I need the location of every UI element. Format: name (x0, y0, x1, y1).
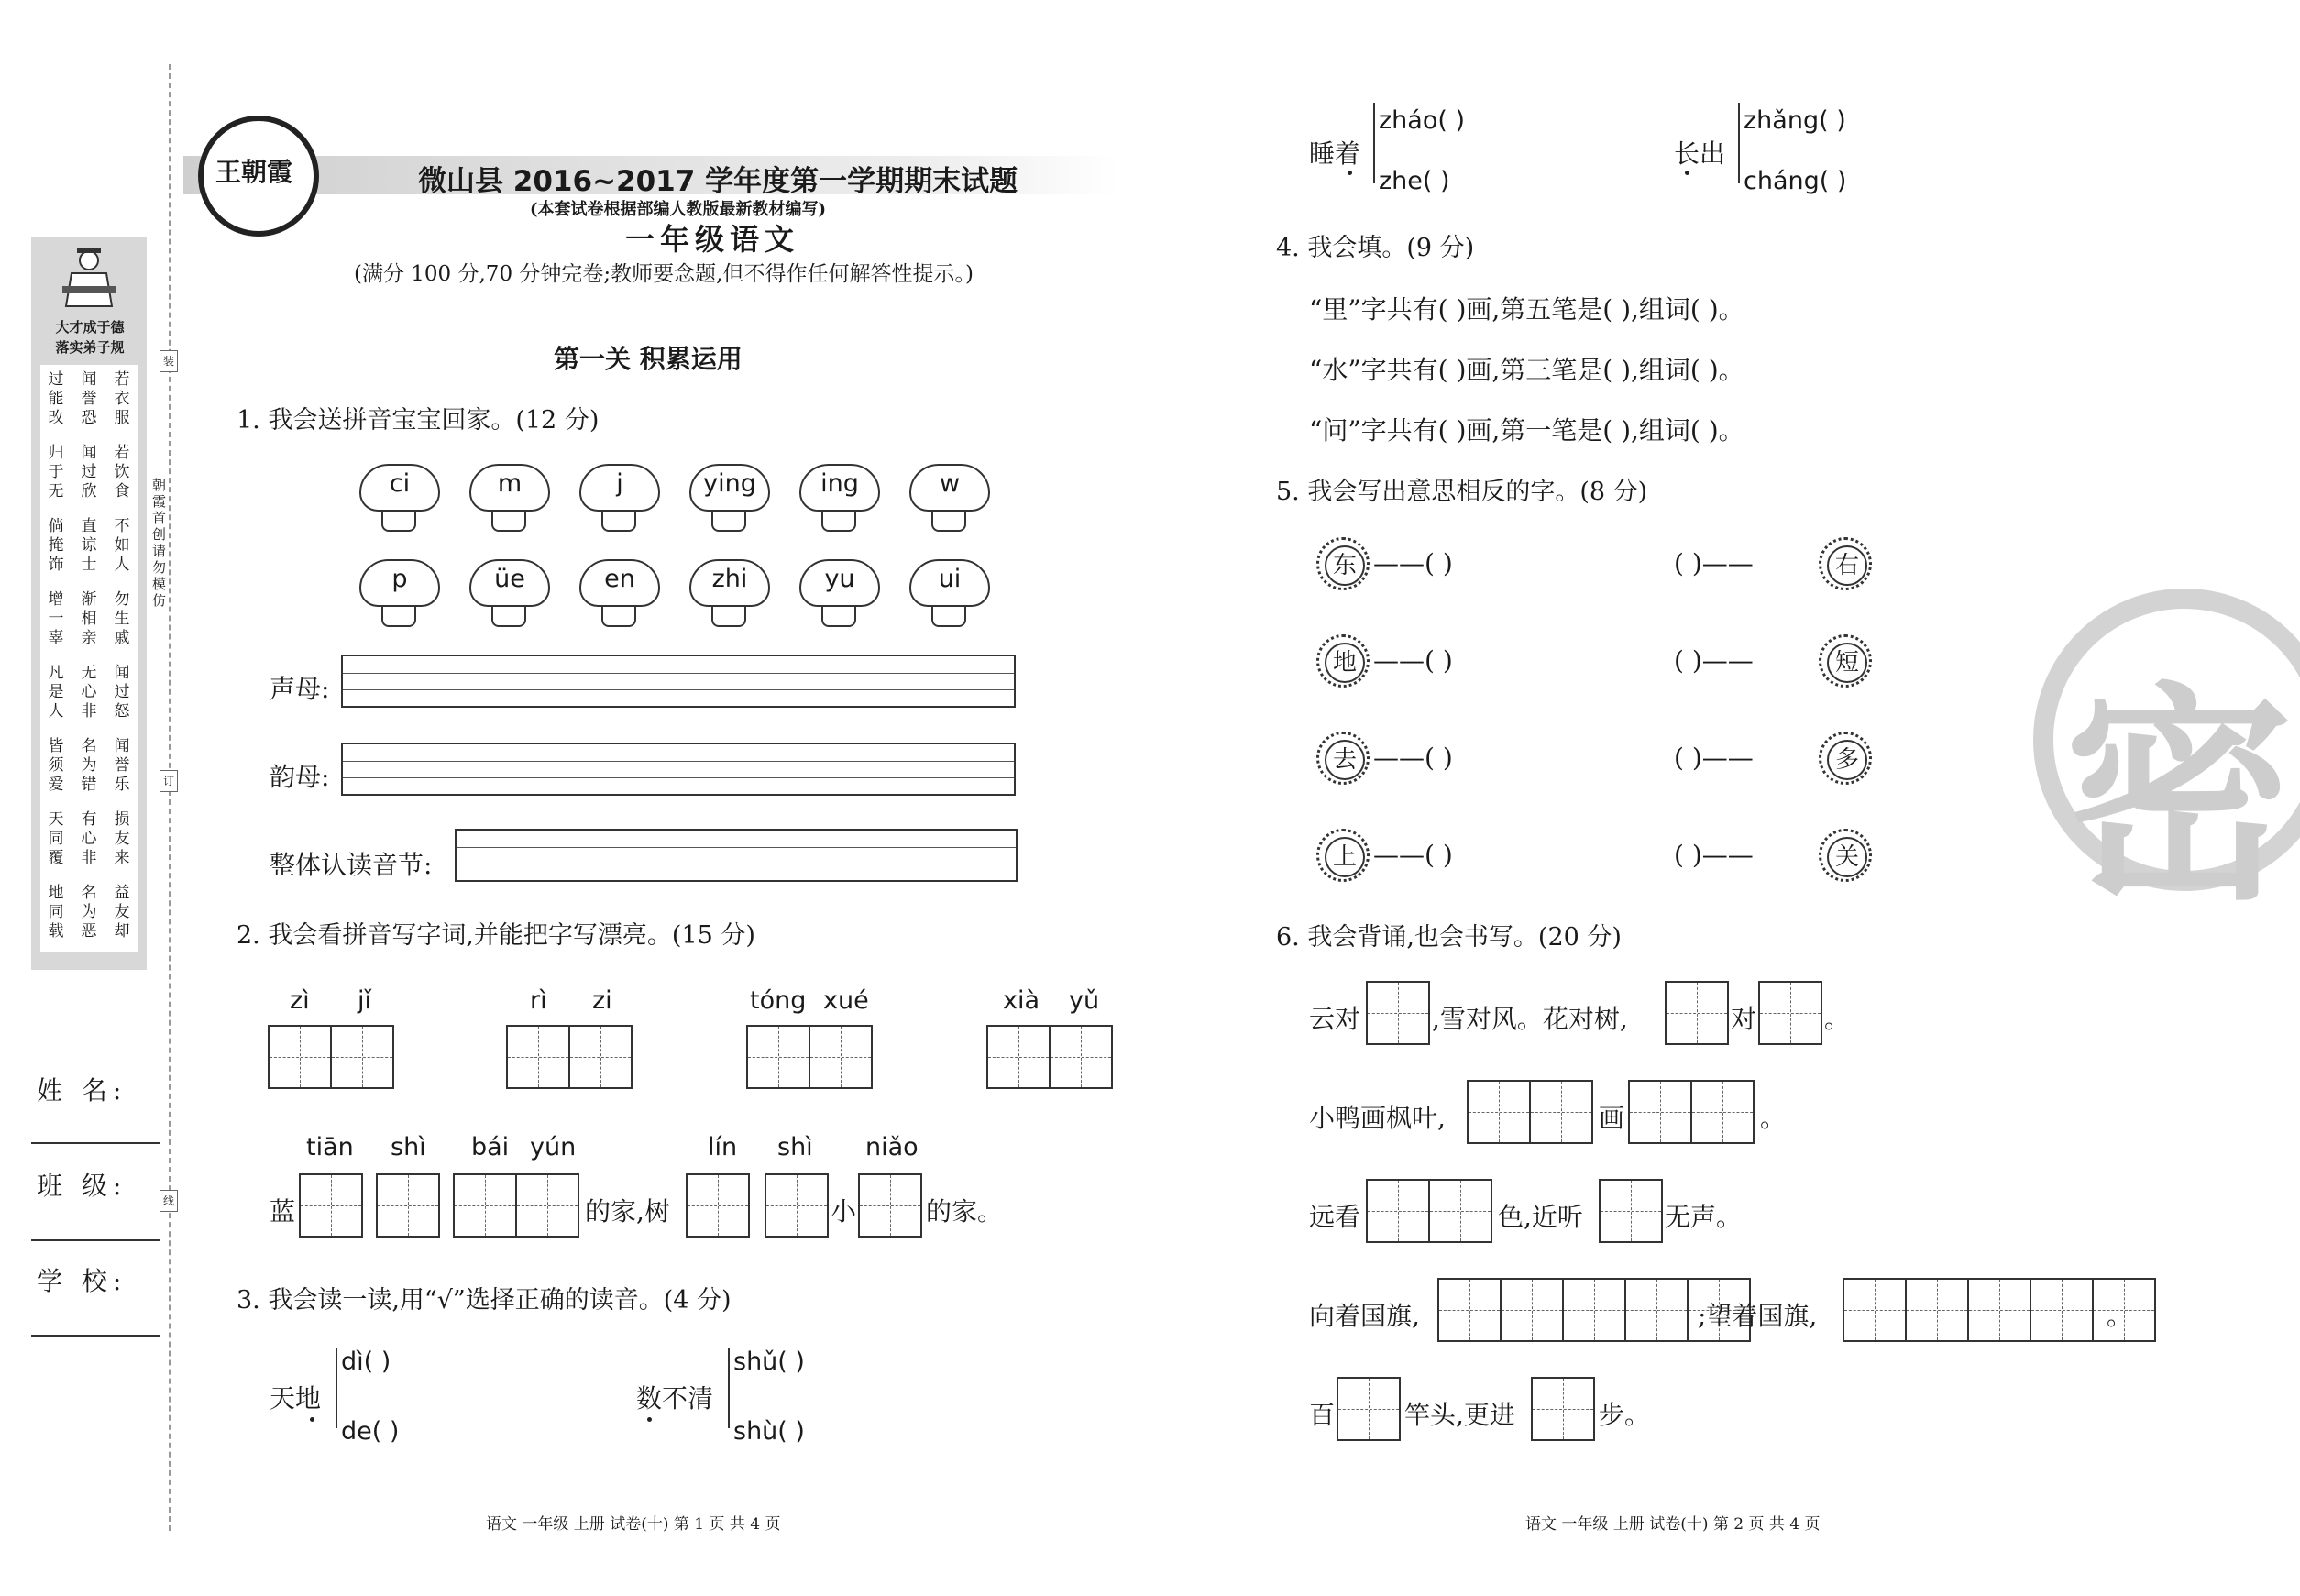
zhengti-label: 整体认读音节: (270, 850, 433, 880)
emphasis-dot (1685, 171, 1689, 175)
flower-badge: 短 (1819, 634, 1872, 688)
footer-right: 语文 一年级 上册 试卷(十) 第 2 页 共 4 页 (1525, 1515, 1821, 1534)
antonym-blank[interactable]: ——( ) (1373, 645, 1453, 676)
writing-grid[interactable] (1467, 1080, 1591, 1144)
poem-text: ;望着国旗, (1698, 1301, 1818, 1331)
binding-line (169, 64, 171, 1531)
poem-column: 有心非 (81, 810, 97, 867)
mushroom-card: ying (689, 464, 768, 532)
writing-grid[interactable] (1665, 981, 1727, 1045)
antonym-blank[interactable]: ( )—— (1674, 548, 1754, 578)
class-label: 班 级: (37, 1171, 127, 1201)
reading-option[interactable]: zhǎng( ) (1744, 106, 1846, 135)
confidential-seal-char: 密 (2064, 664, 2294, 930)
writing-grid[interactable] (1366, 1179, 1491, 1243)
writing-grid[interactable] (1599, 1179, 1661, 1243)
binding-mark: 装 (160, 350, 178, 372)
flower-badge: 上 (1316, 829, 1370, 882)
option-bracket (1738, 103, 1740, 183)
poem-text: 远看 (1309, 1202, 1361, 1232)
poem-column: 增一辜 (48, 590, 64, 647)
school-field[interactable] (31, 1335, 160, 1337)
exam-subtitle: (本套试卷根据部编人教版最新教材编写) (530, 200, 827, 219)
antonym-blank[interactable]: ( )—— (1674, 645, 1754, 676)
pinyin-label: xià (1003, 986, 1040, 1015)
poem-column: 凡是人 (48, 664, 64, 721)
footer-left: 语文 一年级 上册 试卷(十) 第 1 页 共 4 页 (486, 1515, 781, 1534)
mushroom-card: zhi (689, 559, 768, 627)
poem-column: 益友却 (114, 884, 130, 941)
shengmu-label: 声母: (270, 674, 330, 704)
flower-badge: 东 (1316, 537, 1370, 590)
writing-grid[interactable] (686, 1173, 748, 1238)
poem-text: 画 (1599, 1103, 1625, 1133)
pinyin-label: niǎo (865, 1133, 919, 1161)
poem-text: 向着国旗, (1309, 1301, 1420, 1331)
poem-text: ,雪对风。花对树, (1432, 1004, 1628, 1034)
grade-subject: 一年级语文 (625, 222, 800, 257)
flower-badge: 地 (1316, 634, 1370, 688)
mushroom-card: p (359, 559, 438, 627)
flower-badge: 关 (1819, 829, 1872, 882)
writing-grid[interactable] (765, 1173, 827, 1238)
poem-column: 闻誉恐 (81, 370, 97, 427)
reading-option[interactable]: cháng( ) (1744, 167, 1847, 195)
question-4-title: 4. 我会填。(9 分) (1276, 234, 1475, 262)
scholar-illustration (59, 246, 119, 312)
reading-option[interactable]: zháo( ) (1379, 106, 1465, 135)
poem-column: 闻誉乐 (114, 737, 130, 794)
name-label: 姓 名: (37, 1075, 127, 1106)
pinyin-label: xué (823, 986, 869, 1015)
flower-badge: 多 (1819, 732, 1872, 785)
motto: 大才成于德 落实弟子规 (55, 319, 125, 356)
binding-mark: 订 (160, 770, 178, 792)
option-bracket (728, 1348, 730, 1428)
copyright-note: 朝霞首创 请勿模仿 (152, 477, 167, 609)
logo-text: 王朝霞 (215, 157, 292, 187)
yunmu-writing-lines[interactable] (341, 743, 1016, 796)
mushroom-card: m (469, 464, 548, 532)
mushroom-card: ing (799, 464, 878, 532)
q3-word: 睡着 (1309, 138, 1361, 169)
writing-grid[interactable] (506, 1025, 631, 1089)
poem-column: 天同覆 (48, 810, 64, 867)
class-field[interactable] (31, 1239, 160, 1241)
question-3-title: 3. 我会读一读,用“√”选择正确的读音。(4 分) (237, 1286, 732, 1315)
question-5-title: 5. 我会写出意思相反的字。(8 分) (1276, 478, 1648, 506)
poem-column: 闻过欣 (81, 444, 97, 501)
question-6-title: 6. 我会背诵,也会书写。(20 分) (1276, 923, 1622, 952)
poem-column: 地同载 (48, 884, 64, 941)
poem-text: 。 (2107, 1301, 2133, 1331)
poem-column: 名为错 (81, 737, 97, 794)
poem-column: 倘掩饰 (48, 517, 64, 574)
fill-line[interactable]: “问”字共有( )画,第一笔是( ),组词( )。 (1309, 415, 1744, 446)
pinyin-label: yún (530, 1133, 577, 1161)
antonym-blank[interactable]: ——( ) (1373, 548, 1453, 578)
mushroom-card: yu (799, 559, 878, 627)
poem-text: 无声。 (1665, 1202, 1743, 1232)
antonym-blank[interactable]: ——( ) (1373, 743, 1453, 773)
writing-grid[interactable] (1628, 1080, 1753, 1144)
poem-column: 损友来 (114, 810, 130, 867)
pinyin-label: bái (471, 1133, 510, 1161)
sentence-text: 的家。 (926, 1196, 1004, 1227)
poem-column: 归于无 (48, 444, 64, 501)
mushroom-card: j (579, 464, 658, 532)
poem-text: 小鸭画枫叶, (1309, 1103, 1446, 1133)
poem-column: 不如人 (114, 517, 130, 574)
reading-option[interactable]: dì( ) (341, 1348, 391, 1376)
fill-line[interactable]: “里”字共有( )画,第五笔是( ),组词( )。 (1309, 294, 1744, 325)
poem-column: 闻过怒 (114, 664, 130, 721)
mushroom-card: ui (909, 559, 988, 627)
emphasis-dot (310, 1417, 314, 1422)
mushroom-card: üe (469, 559, 548, 627)
poem-column: 无心非 (81, 664, 97, 721)
reading-option[interactable]: shù( ) (733, 1417, 805, 1446)
writing-grid[interactable] (1758, 981, 1821, 1045)
writing-grid[interactable] (1531, 1377, 1593, 1441)
q3-word: 天地 (270, 1383, 322, 1414)
pinyin-label: rì (530, 986, 547, 1015)
pinyin-label: lín (708, 1133, 738, 1161)
writing-grid[interactable] (453, 1173, 578, 1238)
option-bracket (336, 1348, 337, 1428)
section-heading: 第一关 积累运用 (554, 344, 743, 374)
yunmu-label: 韵母: (270, 762, 330, 792)
writing-grid[interactable] (376, 1173, 438, 1238)
pinyin-label: tiān (306, 1133, 354, 1161)
poem-column: 皆须爱 (48, 737, 64, 794)
exam-note: (满分 100 分,70 分钟完卷;教师要念题,但不得作任何解答性提示。) (354, 262, 974, 286)
q3-word: 长出 (1674, 138, 1726, 169)
exam-title: 微山县 2016~2017 学年度第一学期期末试题 (418, 165, 1018, 198)
q3-word: 数不清 (636, 1383, 714, 1414)
writing-grid[interactable] (858, 1173, 920, 1238)
emphasis-dot (647, 1417, 652, 1422)
poem-text: 步。 (1599, 1400, 1651, 1430)
pinyin-label: shì (391, 1133, 426, 1161)
poem-column: 若衣服 (114, 370, 130, 427)
antonym-blank[interactable]: ( )—— (1674, 743, 1754, 773)
pinyin-label: zi (592, 986, 612, 1015)
poem-column: 过能改 (48, 370, 64, 427)
question-1-title: 1. 我会送拼音宝宝回家。(12 分) (237, 406, 600, 435)
mushroom-card: w (909, 464, 988, 532)
fill-line[interactable]: “水”字共有( )画,第三笔是( ),组词( )。 (1309, 355, 1744, 385)
mushroom-card: ci (359, 464, 438, 532)
binding-mark: 线 (160, 1190, 178, 1212)
shengmu-writing-lines[interactable] (341, 655, 1016, 708)
reading-option[interactable]: de( ) (341, 1417, 400, 1446)
zhengti-writing-lines[interactable] (455, 829, 1018, 882)
poem-text: 色,近听 (1498, 1202, 1583, 1232)
emphasis-dot (1348, 171, 1352, 175)
antonym-blank[interactable]: ( )—— (1674, 840, 1754, 870)
reading-option[interactable]: shǔ( ) (733, 1348, 805, 1376)
question-2-title: 2. 我会看拼音写字词,并能把字写漂亮。(15 分) (237, 921, 755, 950)
reading-option[interactable]: zhe( ) (1379, 167, 1450, 195)
school-label: 学 校: (37, 1266, 127, 1296)
poem-column: 渐相亲 (81, 590, 97, 647)
flower-badge: 右 (1819, 537, 1872, 590)
writing-grid[interactable] (1337, 1377, 1399, 1441)
pinyin-label: tóng (750, 986, 807, 1015)
pinyin-label: shì (777, 1133, 813, 1161)
sentence-text: 蓝 (270, 1196, 296, 1227)
writing-grid[interactable] (268, 1025, 392, 1089)
motto-sidebar (31, 237, 147, 970)
poem-panel (40, 365, 138, 952)
poem-text: 对 (1731, 1004, 1757, 1034)
option-bracket (1373, 103, 1375, 183)
writing-grid[interactable] (1366, 981, 1428, 1045)
sentence-text: 小 (831, 1196, 857, 1227)
writing-grid[interactable] (746, 1025, 871, 1089)
poem-column: 名为恶 (81, 884, 97, 941)
poem-text: 竿头,更进 (1404, 1400, 1515, 1430)
poem-text: 云对 (1309, 1004, 1361, 1034)
poem-text: 百 (1309, 1400, 1336, 1430)
pinyin-label: yǔ (1069, 986, 1100, 1015)
name-field[interactable] (31, 1142, 160, 1144)
antonym-blank[interactable]: ——( ) (1373, 840, 1453, 870)
mushroom-card: en (579, 559, 658, 627)
writing-grid[interactable] (299, 1173, 361, 1238)
poem-column: 若饮食 (114, 444, 130, 501)
poem-text: 。 (1824, 1004, 1851, 1034)
flower-badge: 去 (1316, 732, 1370, 785)
sentence-text: 的家,树 (585, 1196, 670, 1227)
poem-text: 。 (1760, 1103, 1787, 1133)
pinyin-label: zì (290, 986, 310, 1015)
pinyin-label: jǐ (358, 986, 372, 1015)
poem-column: 勿生戚 (114, 590, 130, 647)
poem-column: 直谅士 (81, 517, 97, 574)
writing-grid[interactable] (986, 1025, 1111, 1089)
